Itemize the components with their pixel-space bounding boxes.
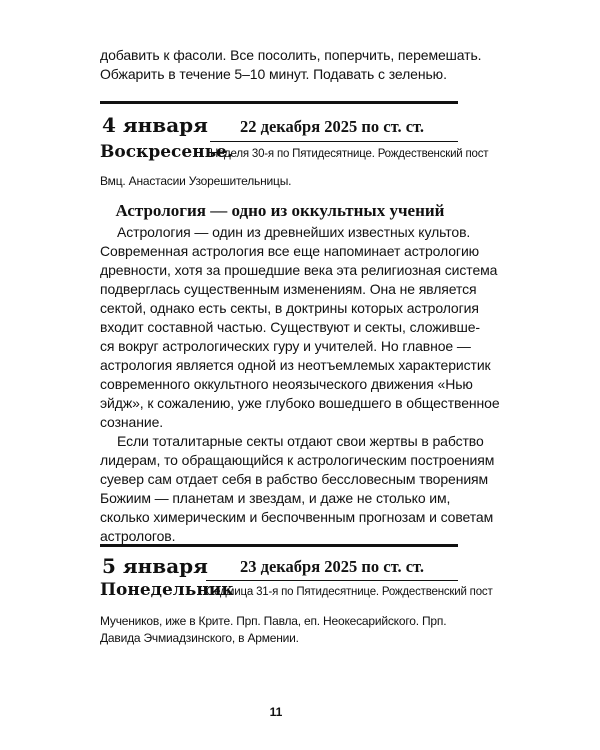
section-rule [100,544,458,547]
day2-date: 5 января [102,554,208,578]
article-line: сознание. [100,414,164,430]
article-paragraph-1 [100,223,500,432]
article-line: подверглась существенным изменениям. Она не является [100,281,477,297]
article-line: Божиим — планетам и звездам, и даже не столько им, [100,490,451,506]
article-line: входит составной частью. Существуют и секты, сложивше- [100,319,480,335]
day2-week-note: Седмица 31-я по Пятидесятнице. Рождественский пост [206,586,493,598]
day1-old-style-date: 22 декабря 2025 по ст. ст. [240,117,425,136]
article-line: сколько химерическим и беспочвенным прогнозам и советам [100,509,494,525]
article-line: ся вокруг астрологических гуру и учителей. Но главное — [100,338,471,354]
article-line: сектой, однако есть секты, в доктрины которых астрология [100,300,479,316]
article-line: астрологов. [100,528,176,544]
article-line: Астрология — один из древнейших известных культов. [117,224,471,240]
date-underline [210,141,458,142]
article-line: эйдж», к сожалению, уже глубоко вошедшего в общественное [100,395,500,411]
article-line: астрология является одной из неотъемлемых характеристик [100,357,491,373]
article-line: современного оккультного неоязыческого движения «Нью [100,376,473,392]
day2-weekday: Понедельник [100,580,234,600]
section-rule [100,101,458,104]
date-underline [206,580,458,581]
day1-saints: Вмц. Анастасии Узорешительницы. [100,174,292,188]
article-title: Астрология — одно из оккультных учений [115,201,445,220]
article-paragraph-2 [100,432,500,546]
day1-weekday: Воскресенье. [100,142,233,162]
day1-date: 4 января [102,113,208,137]
day2-old-style-date: 23 декабря 2025 по ст. ст. [240,557,425,576]
article-line: лидерам, то обращающийся к астрологическим построениям [100,452,495,468]
day2-saints: Мучеников, иже в Крите. Прп. Павла, еп. Неокесарийского. Прп. Давида Эчмиадзинского, в Армении. [100,614,447,645]
page-number: 11 [269,705,283,719]
article-line: Современная астрология все еще напоминает астрологию [100,243,480,259]
day1-week-note: Неделя 30-я по Пятидесятнице. Рождественский пост [210,148,489,160]
intro-paragraph [100,46,500,84]
intro-line: добавить к фасоли. Все посолить, поперчить, перемешать. [100,47,482,63]
article-line: Если тоталитарные секты отдают свои жертвы в рабство [117,433,484,449]
intro-line: Обжарить в течение 5–10 минут. Подавать с зеленью. [100,66,447,82]
article-line: древности, хотя за прошедшие века эта религиозная система [100,262,498,278]
article-line: суевер сам отдает себя в рабство бессловесным творениям [100,471,489,487]
